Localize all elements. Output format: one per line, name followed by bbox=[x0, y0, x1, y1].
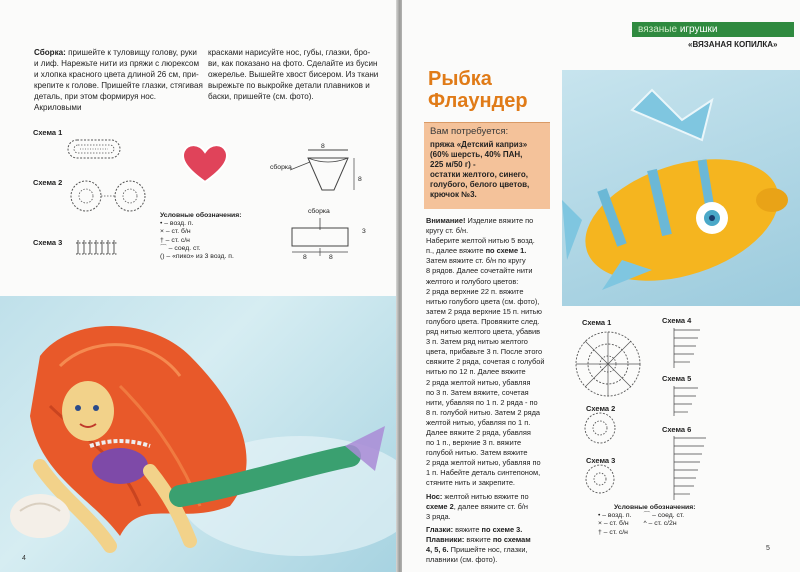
schema-3-label: Схема 3 bbox=[586, 456, 616, 465]
text-line: кругу ст. б/н. bbox=[426, 226, 469, 236]
section-tag bbox=[632, 22, 794, 37]
materials-line: 225 м/50 г) - bbox=[430, 160, 476, 169]
legend-item: × – ст. б/н bbox=[160, 228, 191, 236]
materials-line: голубого, белого цветов, bbox=[430, 180, 530, 189]
schema-2-label: Схема 2 bbox=[33, 178, 63, 187]
heart-icon bbox=[178, 140, 232, 186]
text-line: Затем вяжите ст. б/н по кругу bbox=[426, 256, 526, 266]
mermaid-photo bbox=[0, 296, 398, 572]
text-line: ряд нитью желтого цвета, убавив bbox=[426, 327, 541, 337]
title-line-1: Рыбка bbox=[428, 68, 492, 90]
pattern-label-assembly-top: сборка bbox=[270, 164, 292, 171]
fish-photo bbox=[562, 70, 800, 306]
text-line: по 3 п. Затем вяжите, сочетая bbox=[426, 387, 529, 397]
text-line: 3 п. Затем ряд нитью желтого bbox=[426, 337, 528, 347]
schema-5-diagram bbox=[670, 382, 710, 422]
materials-body bbox=[424, 137, 550, 204]
legend-title: Условные обозначения: bbox=[614, 504, 696, 511]
text-line: и лиф. Нарежьте нити из пряжи с люрексом bbox=[34, 59, 200, 68]
legend-left bbox=[160, 212, 270, 261]
right-page bbox=[402, 0, 800, 572]
materials-line: остатки желтого, синего, bbox=[430, 170, 528, 179]
text-line: 2 ряда желтой нитью, убавляя по bbox=[426, 458, 541, 468]
legend-columns bbox=[598, 512, 728, 537]
schema-1-diagram bbox=[64, 136, 124, 162]
text-line: Сборка: пришейте к туловищу голову, руки bbox=[34, 48, 197, 57]
mermaid-illustration bbox=[0, 296, 398, 572]
title-line-2: Флаундер bbox=[428, 90, 528, 112]
text-line: Плавники: вяжите по схемам bbox=[426, 534, 531, 544]
text-line: стяните нить и закрепите. bbox=[426, 478, 515, 488]
text-line: схеме 2, далее вяжите ст. б/н bbox=[426, 501, 528, 511]
left-page bbox=[0, 0, 398, 572]
text-line: желтой нитью, убавляя по 1 п. bbox=[426, 417, 531, 427]
materials-line: (60% шерсть, 40% ПАН, bbox=[430, 150, 523, 159]
text-line: 2 ряда желтой нитью, убавляя bbox=[426, 377, 531, 387]
schema-6-diagram bbox=[670, 432, 716, 508]
legend-item: • – возд. п. bbox=[160, 220, 194, 228]
text-line: по 1 п., верхние 3 п. вяжите bbox=[426, 438, 522, 448]
assembly-text-column-2 bbox=[208, 47, 386, 102]
instructions-text bbox=[426, 216, 566, 565]
text-line: ожерелье. Вышейте хвост бисером. Из ткани bbox=[208, 70, 379, 79]
legend-item: ⌒ – соед. ст. bbox=[160, 244, 201, 252]
legend-col-right bbox=[643, 512, 684, 537]
text-line: голубой нитью. Затем вяжите bbox=[426, 448, 528, 458]
legend-item: † – ст. с/н bbox=[598, 528, 628, 536]
schema-6-label: Схема 6 bbox=[662, 425, 692, 434]
text-line: цвета, прибавьте 3 п. После этого bbox=[426, 347, 543, 357]
text-line: Нос: желтой нитью вяжите по bbox=[426, 491, 529, 501]
text-line: Внимание! Изделие вяжите по bbox=[426, 216, 534, 225]
schema-1-label: Схема 1 bbox=[582, 318, 612, 327]
text-line: баски, пришейте (см. фото). bbox=[208, 92, 314, 101]
text-line: свяжите 2 ряда, сочетая с голубой bbox=[426, 357, 545, 367]
materials-heading: Вам потребуется: bbox=[430, 126, 509, 137]
subsection-label: «ВЯЗАНАЯ КОПИЛКА» bbox=[688, 40, 778, 49]
schema-3-diagram bbox=[74, 236, 124, 258]
schema-1-diagram bbox=[568, 326, 648, 402]
page-title bbox=[428, 68, 528, 112]
legend-col-left bbox=[598, 512, 631, 537]
text-line: 8 рядов. Далее сочетайте нити bbox=[426, 266, 533, 276]
text-line: 1 п. Набейте деталь синтепоном, bbox=[426, 468, 541, 478]
pattern-dim: 8 bbox=[303, 254, 307, 261]
materials-line: крючок №3. bbox=[430, 190, 477, 199]
page-number-right: 5 bbox=[766, 545, 770, 552]
section-tag-part1: вязаные bbox=[638, 24, 678, 35]
text-line: нитью по 12 п. Далее вяжите bbox=[426, 367, 526, 377]
schema-2-diagram bbox=[64, 176, 154, 216]
pattern-dim: 8 bbox=[329, 254, 333, 261]
assembly-text-column-1 bbox=[34, 47, 204, 113]
pattern-dim: 3 bbox=[362, 228, 366, 235]
fish-illustration bbox=[562, 70, 800, 306]
legend-item: () – «пико» из 3 возд. п. bbox=[160, 253, 234, 261]
text-line: красками нарисуйте нос, губы, глазки, бро- bbox=[208, 48, 371, 57]
text-line: нитью голубого цвета (см. фото), bbox=[426, 296, 540, 306]
materials-line: пряжа «Детский каприз» bbox=[430, 140, 528, 149]
schema-5-label: Схема 5 bbox=[662, 374, 692, 383]
legend-item: × – ст. б/н bbox=[598, 520, 629, 528]
text-line: и хлопка красного цвета длиной 26 см, при- bbox=[34, 70, 199, 79]
text-line: Глазки: вяжите по схеме 3. bbox=[426, 524, 523, 534]
legend-right bbox=[598, 504, 728, 537]
text-line: затем 2 ряда верхние 15 п. нитью bbox=[426, 306, 542, 316]
schema-2-label: Схема 2 bbox=[586, 404, 616, 413]
legend-item: • – возд. п. bbox=[598, 512, 632, 520]
text-line: 3 ряда. bbox=[426, 511, 451, 521]
legend-item: ⌒ – соед. ст. bbox=[643, 512, 685, 520]
text-line: вырежьте по выкройке детали плавников и bbox=[208, 81, 370, 90]
text-line: крепите к голове. Пришейте глазки, стягивая bbox=[34, 81, 203, 90]
pattern-label-assembly-bottom: сборка bbox=[308, 208, 330, 215]
text-line: 8 п. голубой нитью. Затем 2 ряда bbox=[426, 407, 541, 417]
schema-1-label: Схема 1 bbox=[33, 128, 63, 137]
legend-item: † – ст. с/н bbox=[160, 236, 190, 244]
legend-title: Условные обозначения: bbox=[160, 212, 242, 219]
materials-box bbox=[424, 122, 550, 209]
text-line: п., далее вяжите по схеме 1. bbox=[426, 246, 527, 256]
text-line: Наберите желтой нитью 5 возд. bbox=[426, 236, 535, 246]
schema-3-label: Схема 3 bbox=[33, 238, 63, 247]
schema-4-label: Схема 4 bbox=[662, 316, 692, 325]
page-number-left: 4 bbox=[22, 555, 26, 562]
text-line: Далее вяжите 2 ряда, убавляя bbox=[426, 427, 531, 437]
schema-3-diagram bbox=[582, 462, 618, 496]
schema-4-diagram bbox=[670, 324, 710, 374]
section-tag-part2: игрушки bbox=[679, 24, 718, 35]
pattern-dim: 8 bbox=[358, 176, 362, 183]
text-line: плавники (см. фото). bbox=[426, 555, 498, 565]
text-line: голубого цвета. Провяжите след. bbox=[426, 316, 540, 326]
text-line: 2 ряда верхние 22 п. вяжите bbox=[426, 286, 524, 296]
pattern-dim: 8 bbox=[321, 143, 325, 150]
schema-2-diagram bbox=[580, 410, 620, 446]
text-line: деталь, при этом формируя нос. Акриловыми bbox=[34, 92, 157, 112]
text-line: нити, убавляя по 1 п. 2 ряда - по bbox=[426, 397, 538, 407]
text-line: ви, как показано на фото. Сделайте из бусин bbox=[208, 59, 378, 68]
text-line: 4, 5, 6. Пришейте нос, глазки, bbox=[426, 545, 528, 554]
legend-item: ^ – ст. с/2н bbox=[643, 520, 677, 528]
text-line: желтого и голубого цветов: bbox=[426, 276, 519, 286]
